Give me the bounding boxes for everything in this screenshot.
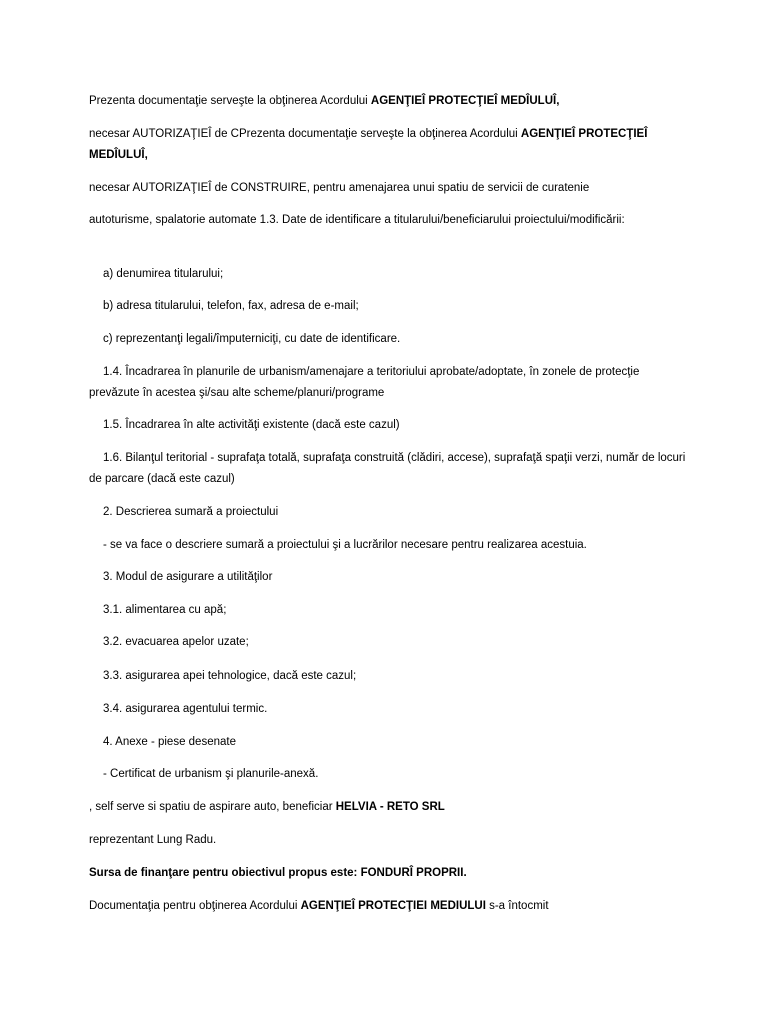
text-run: - se va face o descriere sumară a proiectului şi a lucrărilor necesare pentru realizarea acestuia. [103,539,587,551]
text-run: Documentaţia pentru obţinerea Acordului [89,900,301,912]
paragraph [89,210,689,231]
paragraph [103,632,703,653]
paragraph [103,666,703,687]
paragraph [89,896,689,917]
text-run: Prezenta documentaţie serveşte la obţinerea Acordului [89,95,371,107]
text-run: - Certificat de urbanism şi planurile-anexă. [103,768,319,780]
text-run: necesar AUTORIZAŢIEÎ de CPrezenta documentaţie serveşte la obţinerea Acordului [89,128,521,140]
paragraph [103,296,703,317]
text-run: 3.2. evacuarea apelor uzate; [103,636,249,648]
text-run: 1.4. Încadrarea în planurile de urbanism/amenajare a teritoriului aprobate/adoptate, în zonele de protecţie prevăzute în acestea şi/sau alte scheme/planuri/programe [89,366,640,399]
text-run: 1.6. Bilanţul teritorial - suprafaţa totală, suprafaţa construită (clădiri, accese), suprafaţă spaţii verzi, număr de locuri de parcare (dacă este cazul) [89,452,686,485]
text-run: 3.3. asigurarea apei tehnologice, dacă este cazul; [103,670,357,682]
paragraph [103,535,703,556]
text-run: autoturisme, spalatorie automate 1.3. Date de identificare a titularului/beneficiarului proiectului/modificării: [89,214,625,226]
text-run: reprezentant Lung Radu. [89,834,217,846]
paragraph [89,362,689,404]
paragraph [89,124,689,166]
text-run: 2. Descrierea sumară a proiectului [103,506,279,518]
text-run: necesar AUTORIZAŢIEÎ de CONSTRUIRE, pentru amenajarea unui spatiu de servicii de curatenie [89,182,590,194]
text-run: b) adresa titularului, telefon, fax, adresa de e-mail; [103,300,359,312]
text-run: 4. Anexe - piese desenate [103,736,236,748]
text-run: 3.1. alimentarea cu apă; [103,604,227,616]
text-run: s-a întocmit [485,900,549,912]
paragraph [89,863,689,884]
paragraph [89,91,689,112]
text-run-bold: AGENŢIEÎ PROTECŢIEI MEDIULUI [300,900,486,912]
paragraph [103,764,703,785]
paragraph [103,732,703,753]
paragraph [103,329,703,350]
paragraph [103,502,703,523]
text-run: a) denumirea titularului; [103,268,224,280]
paragraph [103,699,703,720]
text-run: 3.4. asigurarea agentului termic. [103,703,268,715]
text-run-bold: AGENŢIEÎ PROTECŢIEÎ MEDÎULUÎ, [370,95,560,107]
paragraph [89,797,689,818]
paragraph [89,178,689,199]
paragraph [89,830,689,851]
text-run-bold: HELVIA - RETO SRL [335,801,445,813]
text-run-bold: AGENŢIEÎ PROTECŢIEÎ MEDÎULUÎ, [89,128,648,161]
text-run: c) reprezentanţi legali/împuterniciţi, cu date de identificare. [103,333,401,345]
paragraph [103,415,703,436]
text-run: 3. Modul de asigurare a utilităţilor [103,571,273,583]
paragraph [103,600,703,621]
paragraph [89,448,689,490]
text-run-bold: Sursa de finanţare pentru obiectivul propus este: FONDURÎ PROPRII. [89,867,467,879]
text-run: , self serve si spatiu de aspirare auto, beneficiar [89,801,336,813]
paragraph [103,264,703,285]
text-run: 1.5. Încadrarea în alte activităţi existente (dacă este cazul) [103,419,400,431]
paragraph [103,567,703,588]
